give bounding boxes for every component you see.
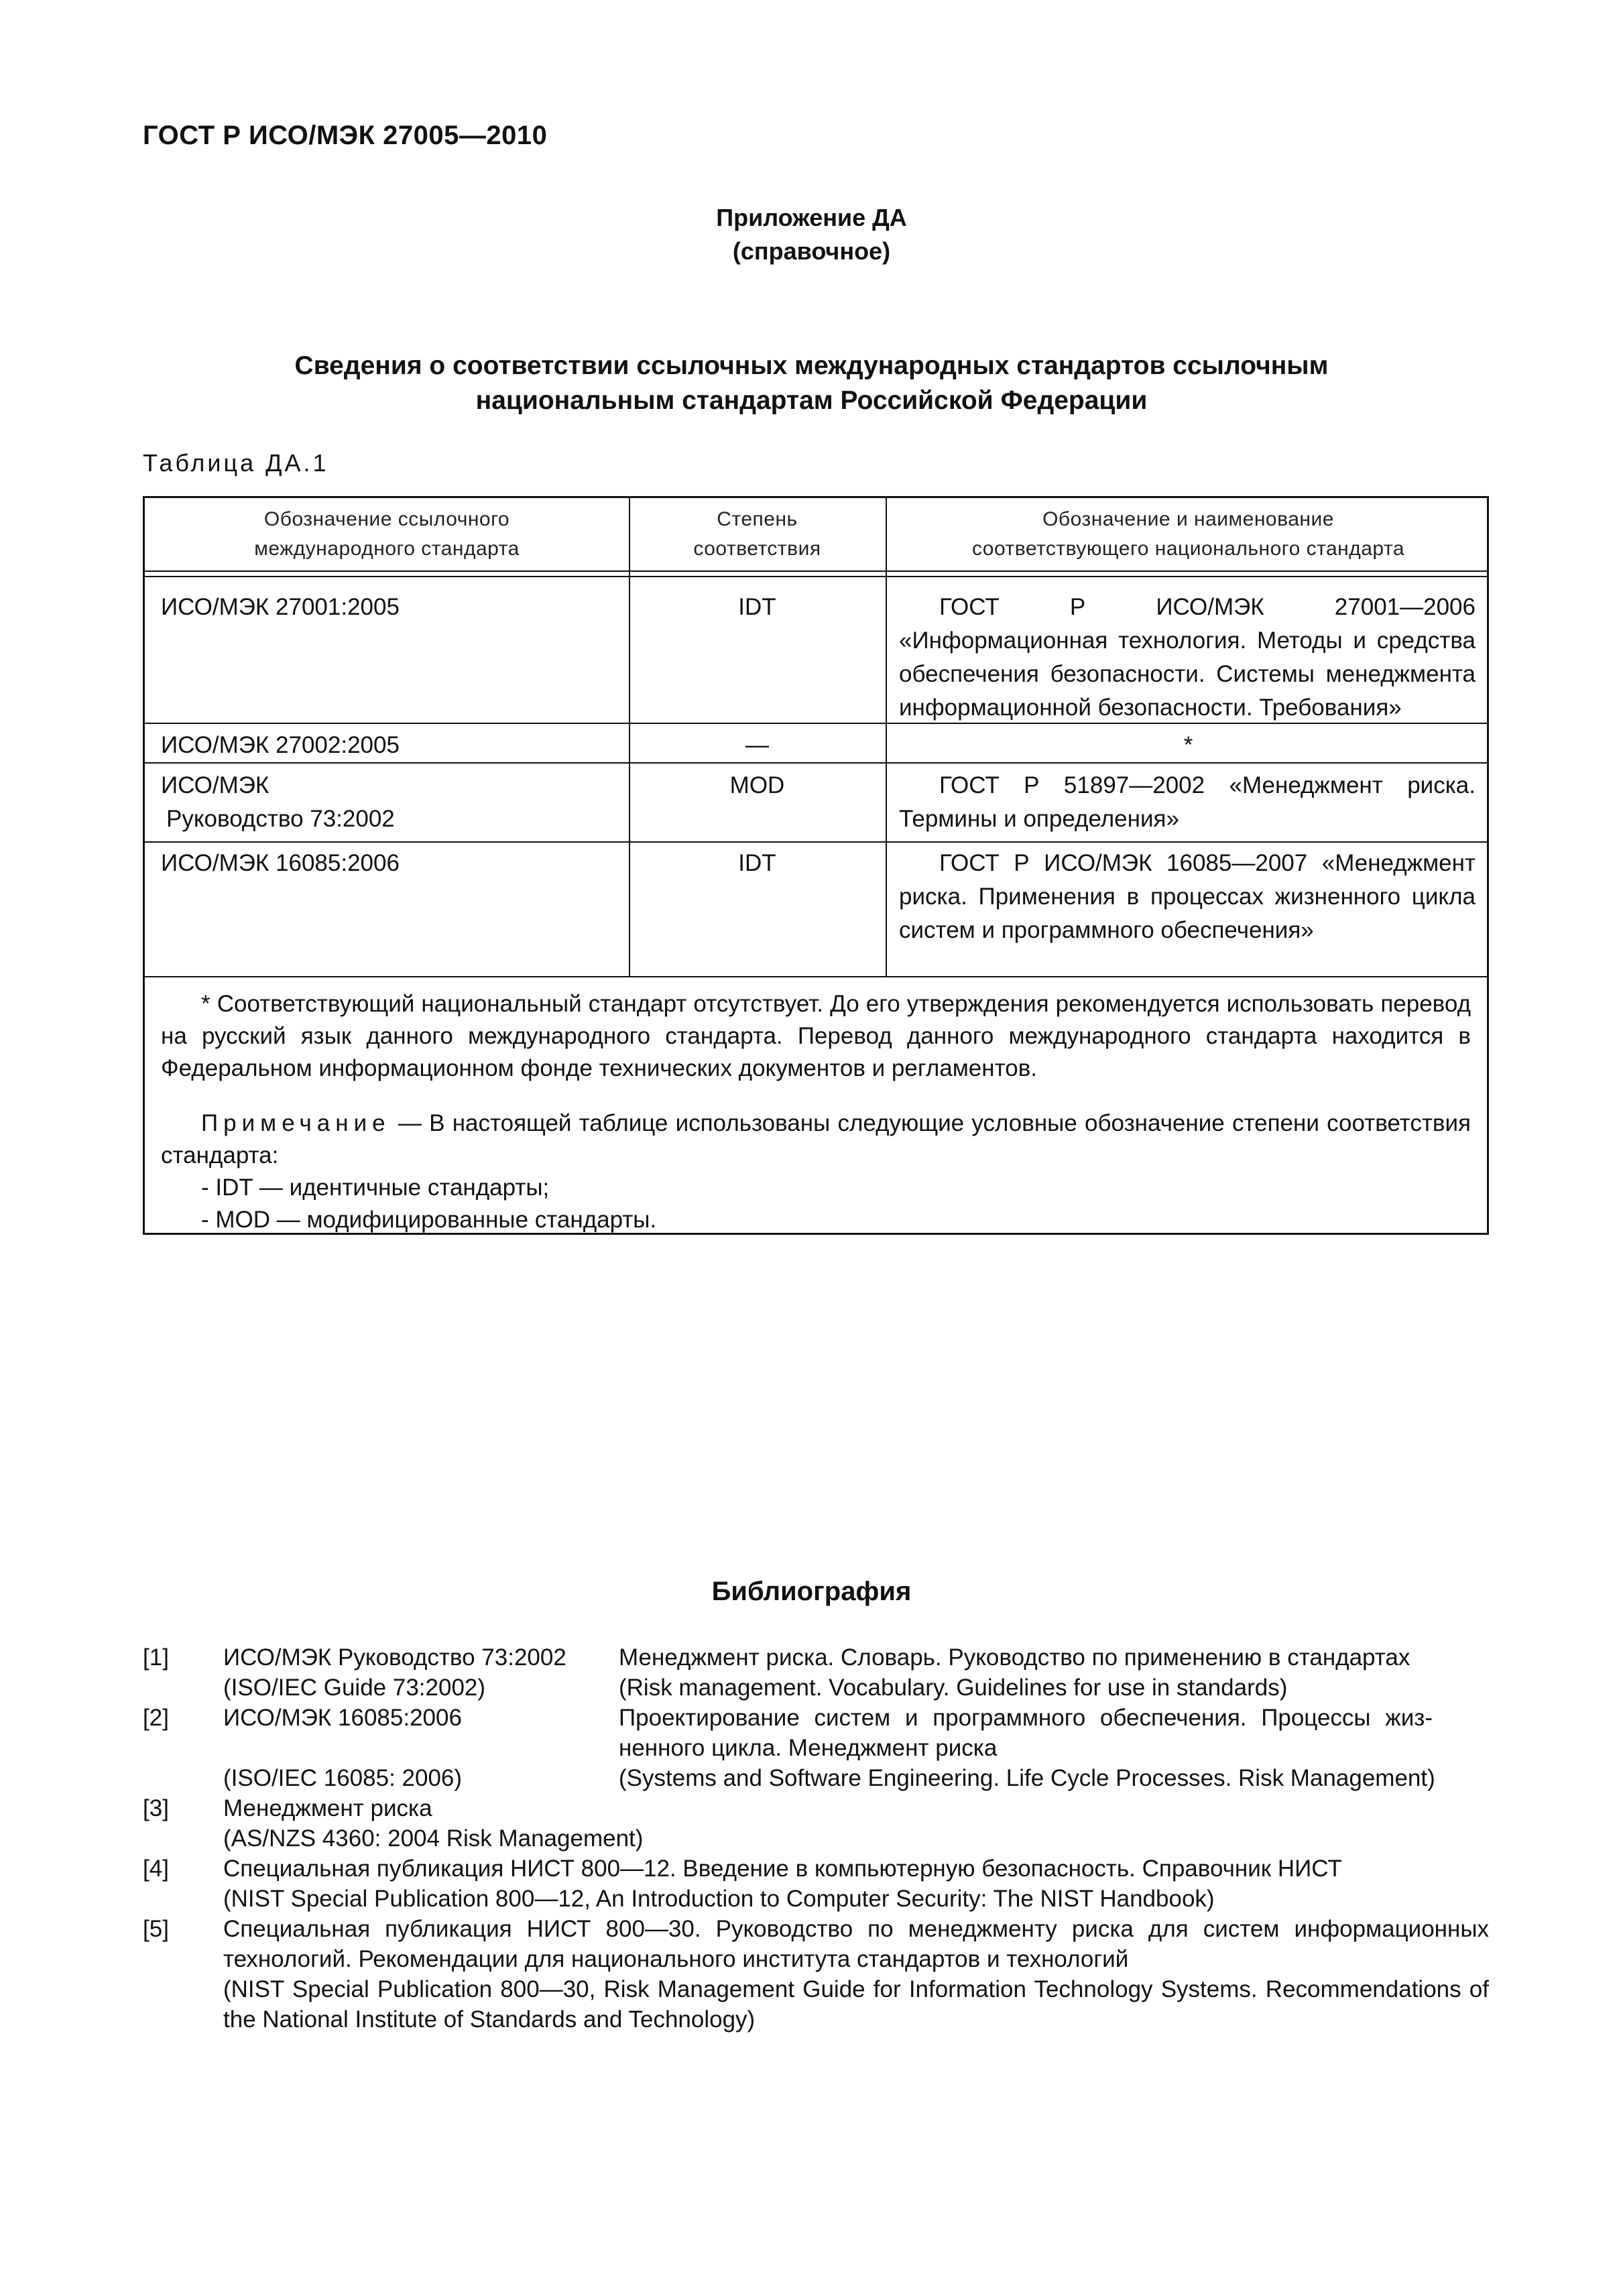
document-title-line2: национальным стандартам Российской Федерации	[475, 386, 1148, 415]
bib2-title-cont: ненного цикла. Менеджмент риска	[619, 1735, 998, 1761]
table-caption: Таблица ДА.1	[143, 449, 329, 477]
bibliography-number: [1]	[143, 1644, 169, 1671]
header-national-standard	[886, 505, 1491, 564]
bib4-title: Специальная публикация НИСТ 800—12. Введение в компьютерную безопасность. Справочник НИСТ	[223, 1856, 1342, 1882]
document-title	[0, 349, 1623, 418]
row-divider	[145, 762, 1487, 764]
note-item-idt: - IDT — идентичные стандарты;	[201, 1174, 550, 1201]
bib1-title-en: (Risk management. Vocabulary. Guidelines for use in standards)	[619, 1675, 1288, 1701]
bibliography-entry-2	[143, 1703, 1489, 1793]
row4-national: ГОСТ Р ИСО/МЭК 16085—2007 «Менеджмент риска. Применения в процессах жизненного цикла систем и программного обеспечения»	[899, 850, 1476, 943]
annex-note: (справочное)	[732, 237, 891, 265]
bib2-ref: ИСО/МЭК 16085:2006	[223, 1705, 462, 1731]
note-label: Примечание	[201, 1110, 391, 1136]
bib1-ref-en: (ISO/IEC Guide 73:2002)	[223, 1675, 486, 1701]
bib4-title-en: (NIST Special Publication 800—12, An Introduction to Computer Security: The NIST Handbook)	[223, 1886, 1215, 1912]
header-divider	[145, 576, 1487, 577]
row3-degree: MOD	[729, 772, 785, 798]
bib2-ref-en: (ISO/IEC 16085: 2006)	[223, 1765, 463, 1791]
row1-ref: ИСО/МЭК 27001:2005	[161, 594, 400, 620]
bib2-title: Проектирование систем и программного обеспечения. Процессы жиз-	[619, 1705, 1433, 1731]
row4-ref: ИСО/МЭК 16085:2006	[161, 850, 400, 876]
bib1-ref: ИСО/МЭК Руководство 73:2002	[223, 1644, 566, 1671]
bibliography-number: [2]	[143, 1705, 169, 1731]
row3-national: ГОСТ Р 51897—2002 «Менеджмент риска. Термины и определения»	[899, 772, 1476, 832]
bibliography-entry-3	[143, 1793, 1489, 1854]
annex-title: Приложение ДА	[716, 204, 907, 231]
header-degree	[629, 505, 886, 564]
table-notes	[161, 976, 1471, 1236]
note-item-mod: - MOD — модифицированные стандарты.	[201, 1207, 657, 1233]
row3-ref-line1: ИСО/МЭК	[161, 772, 269, 798]
bibliography-title: Библиография	[711, 1577, 912, 1606]
bibliography-entry-4	[143, 1854, 1489, 1914]
header-degree-line1: Степень	[717, 508, 798, 530]
bib3-title-en: (AS/NZS 4360: 2004 Risk Management)	[223, 1825, 644, 1852]
row1-degree: IDT	[738, 594, 776, 620]
bibliography-entry-1	[143, 1642, 1489, 1703]
annex-heading	[0, 201, 1623, 268]
bibliography-number: [3]	[143, 1795, 169, 1821]
header-national-line1: Обозначение и наименование	[1042, 508, 1334, 530]
row1-national: ГОСТ Р ИСО/МЭК 27001—2006 «Информационная технология. Методы и средства обеспечения безопасности. Системы менеджмента информационной безопасности. Требования»	[899, 594, 1476, 721]
bibliography-number: [5]	[143, 1916, 169, 1942]
document-title-line1: Сведения о соответствии ссылочных международных стандартов ссылочным	[294, 351, 1329, 380]
bib5-title: Специальная публикация НИСТ 800—30. Руководство по менеджменту риска для систем информационных технологий. Рекомендации для национального института стандартов и технологий	[223, 1916, 1489, 1972]
header-national-line2: соответствующего национального стандарта	[971, 538, 1405, 560]
bib1-title: Менеджмент риска. Словарь. Руководство по применению в стандартах	[619, 1644, 1410, 1671]
header-ref-standard	[145, 505, 629, 564]
header-ref-line2: международного стандарта	[254, 538, 520, 560]
bib2-title-en: (Systems and Software Engineering. Life Cycle Processes. Risk Management)	[619, 1765, 1435, 1791]
row2-ref: ИСО/МЭК 27002:2005	[161, 732, 400, 758]
correspondence-table	[143, 496, 1489, 1235]
bibliography-number: [4]	[143, 1856, 169, 1882]
bib3-title: Менеджмент риска	[223, 1795, 432, 1821]
bibliography-list	[143, 1642, 1489, 2035]
row-divider	[145, 841, 1487, 843]
row2-degree: —	[745, 732, 769, 758]
row3-ref-line2: Руководство 73:2002	[166, 806, 395, 832]
header-degree-line2: соответствия	[693, 538, 821, 560]
document-code: ГОСТ Р ИСО/МЭК 27005—2010	[143, 121, 548, 150]
bib5-title-en: (NIST Special Publication 800—30, Risk Management Guide for Information Technology Systems. Recommendations of the National Institute of Standards and Technology)	[223, 1976, 1489, 2033]
bibliography-entry-5	[143, 1914, 1489, 2035]
row4-degree: IDT	[738, 850, 776, 876]
row3-ref	[161, 769, 395, 836]
header-ref-line1: Обозначение ссылочного	[263, 508, 510, 530]
table-note	[161, 1107, 1471, 1172]
header-divider	[145, 570, 1487, 572]
note-text: — В настоящей таблице использованы следующие условные обозначение степени соответствия стандарта:	[161, 1110, 1471, 1168]
table-footnote: * Соответствующий национальный стандарт отсутствует. До его утверждения рекомендуется использовать перевод на русский язык данного международного стандарта. Перевод данного международного стандарта находится в Федеральном информационном фонде технических документов и регламентов.	[161, 991, 1471, 1081]
row2-national: *	[1183, 732, 1193, 758]
